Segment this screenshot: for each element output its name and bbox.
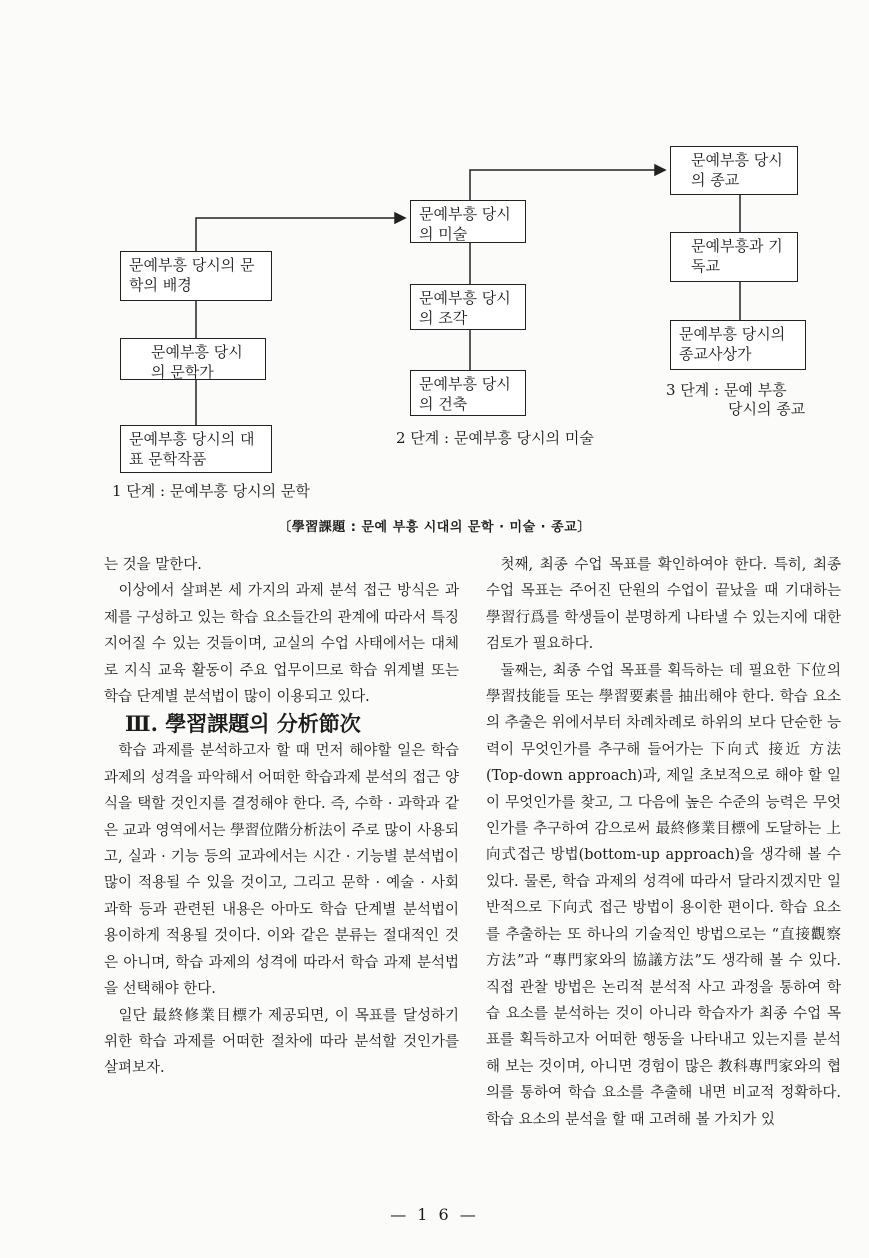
left-column bbox=[104, 552, 459, 1082]
right-paragraph-2: 둘째는, 최종 수업 목표를 획득하는 데 필요한 下位의 學習技能들 또는 學習要素를 抽出해야 한다. 학습 요소의 추출은 위에서부터 차례차례로 하위의 보다 단순한 능력이 무엇인가를 추구해 들어가는 下向式 接近 方法(Top-down approach)과, 제일 초보적으로 해야 할 일이 무엇인가를 찾고, 그 다음에 높은 수준의 능력은 무엇인가를 추구하여 감으로써 最終修業目標에 도달하는 上向式접근 방법(bottom-up approach)을 생각해 볼 수 있다. 물론, 학습 과제의 성격에 따라서 달라지겠지만 일반적으로 下向式 접근 방법이 용이한 편이다. 학습 요소를 추출하는 또 하나의 기술적인 방법으로는 “直接觀察方法”과 “專門家와의 協議方法”도 생각해 볼 수 있다. 직접 관찰 방법은 논리적 분석적 사고 과정을 통하여 학습 요소를 분석하는 것이 아니라 학습자가 최종 수업 목표를 획득하고자 어떠한 행동을 나타내고 있는지를 분석해 보는 것이며, 아니면 경험이 많은 教科專門家와의 협의를 통하여 학습 요소를 추출해 내면 비교적 정확하다. 학습 요소의 분석을 할 때 고려해 볼 가치가 있 bbox=[486, 662, 841, 1128]
right-paragraph-1: 첫째, 최종 수업 목표를 확인하여야 한다. 특히, 최종 수업 목표는 주어진 단원의 수업이 끝났을 때 기대하는 學習行爲를 학생들이 분명하게 나타낼 수 있는지에 대한 검토가 필요하다. bbox=[486, 557, 841, 653]
left-paragraph-2: 이상에서 살펴본 세 가지의 과제 분석 접근 방식은 과제를 구성하고 있는 학습 요소들간의 관계에 따라서 특징지어질 수 있는 것들이며, 교실의 수업 사태에서는 대체로 지식 교육 활동이 주요 업무이므로 학습 위계별 또는 학습 단계별 분석법이 많이 이용되고 있다. bbox=[104, 583, 459, 706]
stage2-box-1: 문예부흥 당시의 미술 bbox=[410, 200, 526, 243]
stage1-box-1: 문예부흥 당시의 문학의 배경 bbox=[120, 251, 272, 301]
section-heading: Ⅲ. 學習課題의 分析節次 bbox=[125, 711, 361, 737]
stage1-box-2: 문예부흥 당시의 문학가 bbox=[120, 338, 266, 380]
left-paragraph-1: 는 것을 말한다. bbox=[104, 557, 202, 573]
stage1-label: 1 단계 : 문예부흥 당시의 문학 bbox=[112, 482, 310, 500]
diagram-caption: 〔學習課題 : 문예 부흥 시대의 문학 · 미술 · 종교〕 bbox=[278, 520, 591, 535]
stage3-box-2: 문예부흥과 기독교 bbox=[670, 232, 798, 282]
stage3-label-line2: 당시의 종교 bbox=[728, 400, 806, 418]
stage2-box-3: 문예부흥 당시의 건축 bbox=[410, 370, 526, 416]
left-paragraph-3: 학습 과제를 분석하고자 할 때 먼저 해야할 일은 학습 과제의 성격을 파악해서 어떠한 학습과제 분석의 접근 양식을 택할 것인지를 결정해야 한다. 즉, 수학 · 과학과 같은 교과 영역에서는 學習位階分析法이 주로 많이 사용되고, 실과 · 기능 등의 교과에서는 시간 · 기능별 분석법이 많이 적용될 수 있을 것이고, 그리고 문학 · 예술 · 사회 과학 등과 관련된 내용은 아마도 학습 단계별 분석법이 용이하게 적용될 것이다. 이와 같은 분류는 절대적인 것은 아니며, 학습 과제의 성격에 따라서 학습 과제 분석법을 선택해야 한다. bbox=[104, 743, 459, 998]
stage3-box-1: 문예부흥 당시의 종교 bbox=[670, 146, 798, 195]
page-number: — 1 6 — bbox=[390, 1205, 479, 1224]
stage1-box-3: 문예부흥 당시의 대표 문학작품 bbox=[120, 425, 272, 473]
left-paragraph-4: 일단 最終修業目標가 제공되면, 이 목표를 달성하기 위한 학습 과제를 어떠한 절차에 따라 분석할 것인가를 살펴보자. bbox=[104, 1007, 459, 1077]
stage2-label: 2 단계 : 문예부흥 당시의 미술 bbox=[396, 429, 594, 447]
stage3-label-line1: 3 단계 : 문예 부흥 bbox=[666, 381, 787, 399]
stage3-box-3: 문예부흥 당시의 종교사상가 bbox=[670, 320, 806, 370]
stage2-box-2: 문예부흥 당시의 조각 bbox=[410, 284, 526, 330]
right-column bbox=[486, 552, 841, 1133]
